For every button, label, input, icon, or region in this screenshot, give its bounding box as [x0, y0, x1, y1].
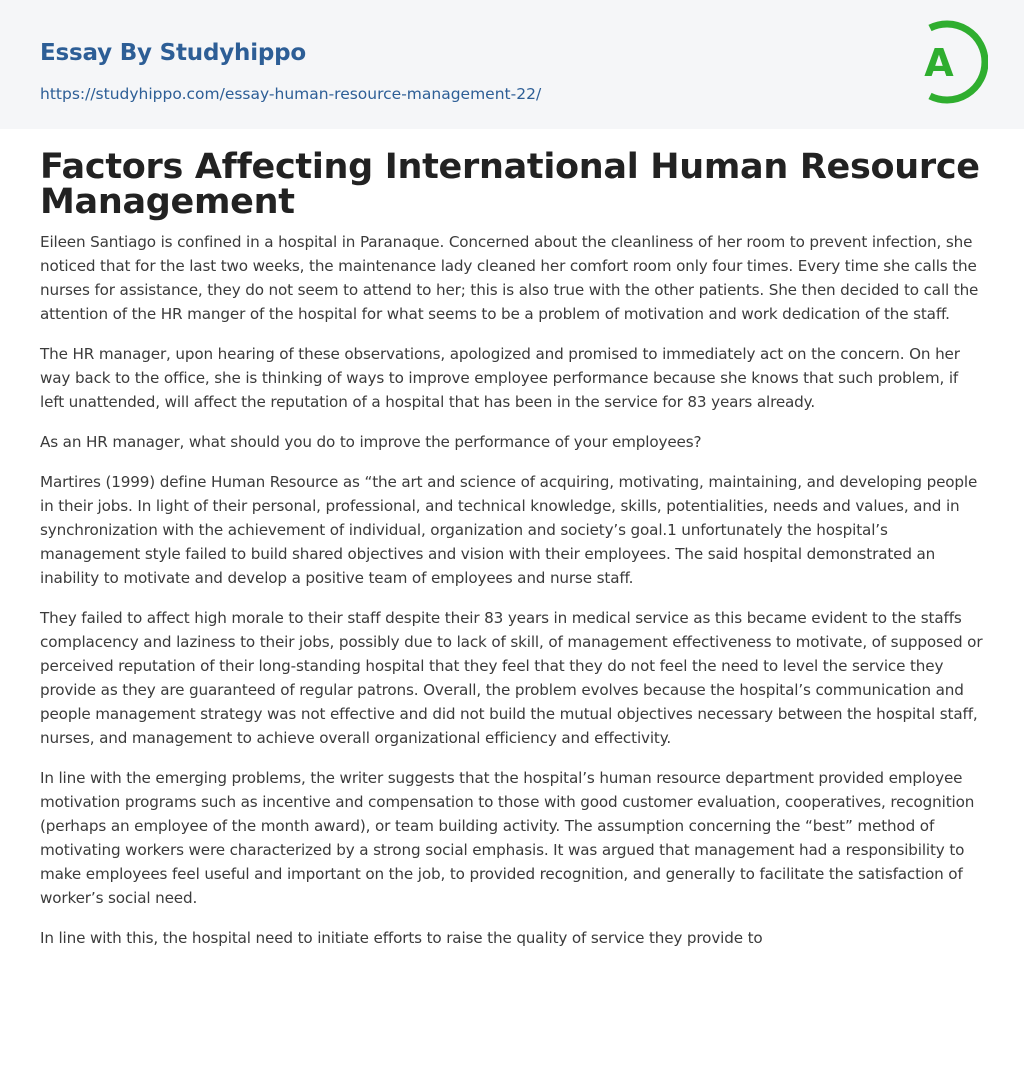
site-header [0, 0, 1024, 129]
article-paragraph: Eileen Santiago is confined in a hospital in Paranaque. Concerned about the cleanliness of her room to prevent infection, she noticed that for the last two weeks, the maintenance lady cleaned her comfort room only four times. Every time she calls the nurses for assistance, they do not seem to attend to her; this is also true with the other patients. She then decided to call the attention of the HR manger of the hospital for what seems to be a problem of motivation and work dedication of the staff. [40, 233, 979, 323]
article-title: Factors Affecting International Human Resource Management [40, 147, 980, 222]
site-brand[interactable]: Essay By Studyhippo [40, 40, 307, 66]
article-paragraph: In line with this, the hospital need to initiate efforts to raise the quality of service they provide to [40, 929, 763, 947]
article-paragraph: Martires (1999) define Human Resource as “the art and science of acquiring, motivating, maintaining, and developing people in their jobs. In light of their personal, professional, and technical knowledge, skills, potentialities, needs and values, and in synchronization with the achievement of individual, organization and society’s goal.1 unfortunately the hospital’s management style failed to build shared objectives and vision with their employees. The said hospital demonstrated an inability to motivate and develop a positive team of employees and nurse staff. [40, 473, 978, 587]
article [0, 129, 1024, 950]
article-paragraph: They failed to affect high morale to their staff despite their 83 years in medical service as this became evident to the staffs complacency and laziness to their jobs, possibly due to lack of skill, of management effectiveness to motivate, of supposed or perceived reputation of their long-standing hospital that they feel that they do not feel the need to level the service they provide as they are guaranteed of regular patrons. Overall, the problem evolves because the hospital’s communication and people management strategy was not effective and did not build the mutual objectives necessary between the hospital staff, nurses, and management to achieve overall organizational efficiency and effectivity. [40, 609, 983, 747]
article-paragraph: In line with the emerging problems, the writer suggests that the hospital’s human resource department provided employee motivation programs such as incentive and compensation to those with good customer evaluation, cooperatives, recognition (perhaps an employee of the month award), or team building activity. The assumption concerning the “best” method of motivating workers were characterized by a strong social emphasis. It was argued that management had a responsibility to make employees feel useful and important on the job, to provided recognition, and generally to facilitate the satisfaction of worker’s social need. [40, 769, 975, 907]
article-paragraph: As an HR manager, what should you do to improve the performance of your employees? [40, 433, 702, 451]
studyhippo-logo-icon[interactable] [908, 18, 988, 106]
essay-url-link[interactable]: https://studyhippo.com/essay-human-resource-management-22/ [40, 85, 542, 103]
logo-letter: A [924, 41, 954, 85]
article-paragraph: The HR manager, upon hearing of these observations, apologized and promised to immediately act on the concern. On her way back to the office, she is thinking of ways to improve employee performance because she knows that such problem, if left unattended, will affect the reputation of a hospital that has been in the service for 83 years already. [40, 345, 960, 411]
